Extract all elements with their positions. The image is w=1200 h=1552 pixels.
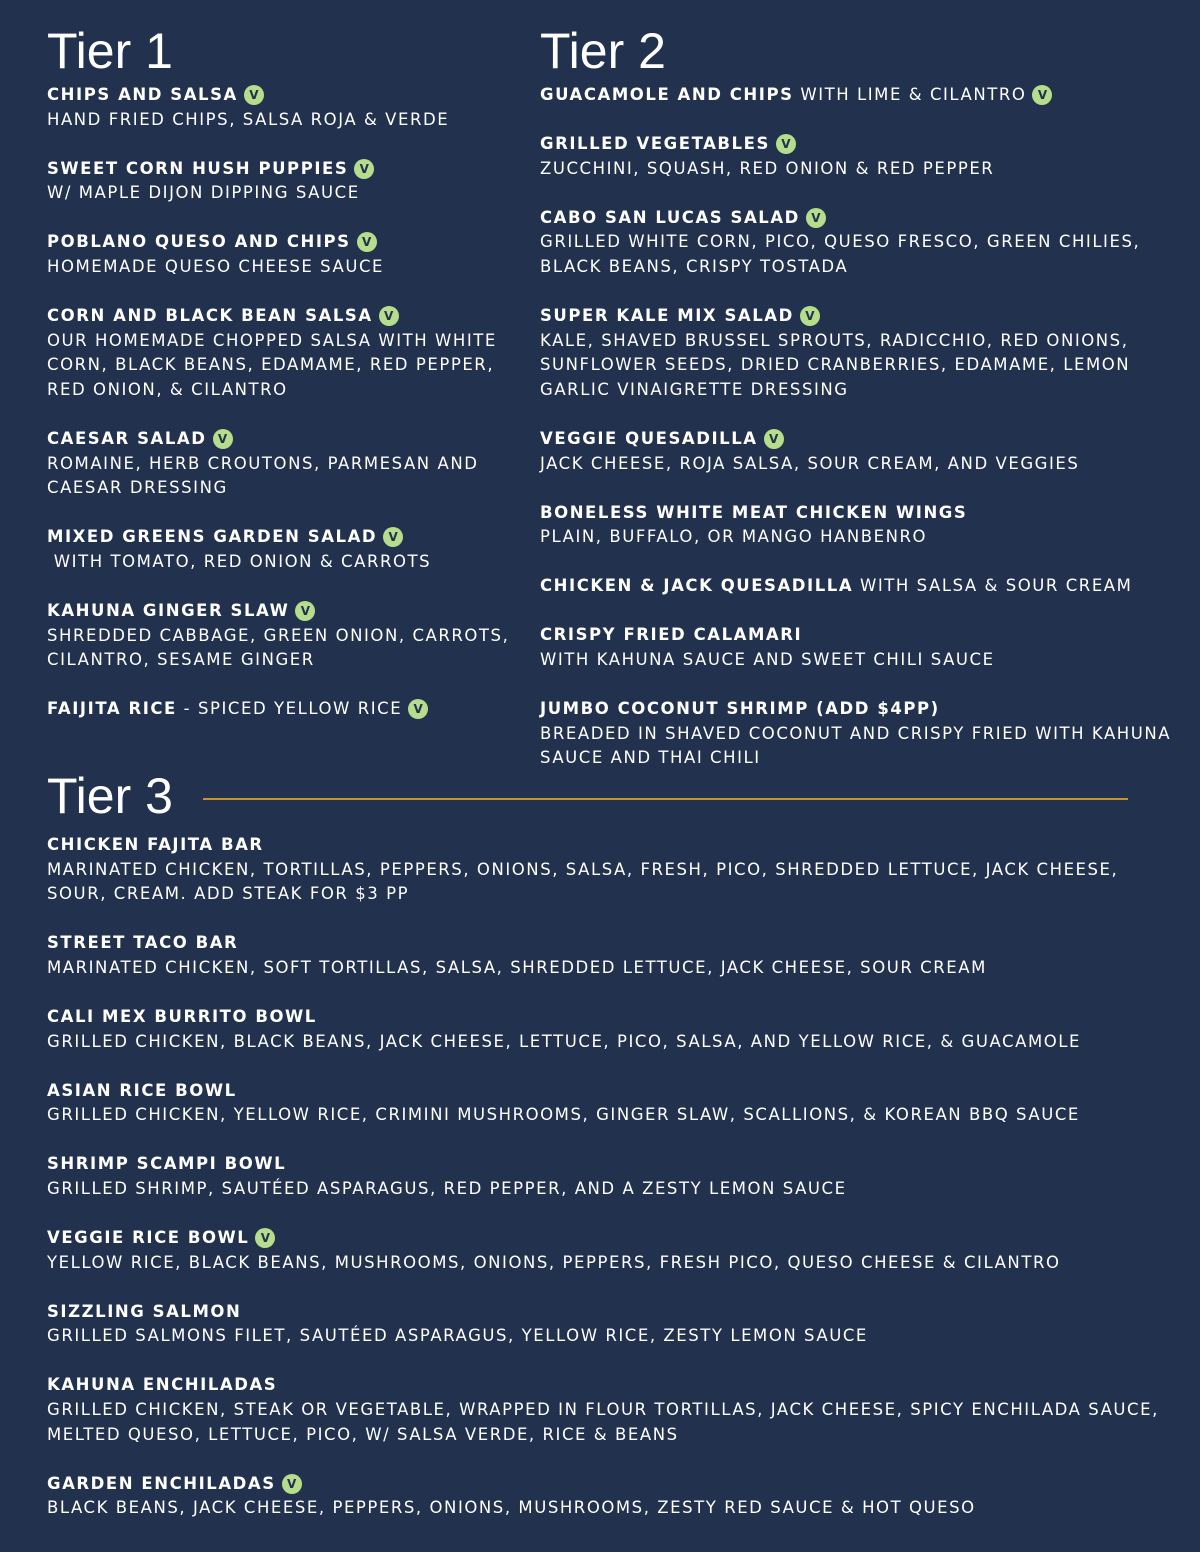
vegetarian-badge-icon: V [1032,85,1052,105]
menu-item [47,1226,1167,1275]
menu-item-description: ROMAINE, HERB CROUTONS, PARMESAN AND CAESAR DRESSING [47,453,486,498]
menu-item-inline-note: - SPICED YELLOW RICE [176,699,403,719]
menu-item-description: HAND FRIED CHIPS, SALSA ROJA & VERDE [47,109,450,129]
menu-item-name: CABO SAN LUCAS SALAD [540,207,800,227]
menu-item-name: CALI MEX BURRITO BOWL [47,1006,317,1026]
menu-item [540,132,1180,181]
menu-item-name: VEGGIE QUESADILLA [540,428,758,448]
menu-item-description: MARINATED CHICKEN, TORTILLAS, PEPPERS, ONIONS, SALSA, FRESH, PICO, SHREDDED LETTUCE, JACK CHEESE, SOUR, CREAM. ADD STEAK FOR $3 PP [47,859,1126,904]
menu-item-description: PLAIN, BUFFALO, OR MANGO HANBENRO [540,527,928,547]
menu-item-heading [47,833,1167,858]
menu-item [540,574,1180,599]
menu-item-name: GRILLED VEGETABLES [540,134,770,154]
menu-item-description: WITH TOMATO, RED ONION & CARROTS [47,551,432,571]
menu-item-heading [47,1005,1167,1030]
menu-item [540,623,1180,672]
menu-item-description: ZUCCHINI, SQUASH, RED ONION & RED PEPPER [540,158,995,178]
menu-item-heading [47,1226,1167,1251]
menu-item-heading [540,304,1180,329]
menu-item [540,304,1180,402]
vegetarian-badge-icon: V [354,159,374,179]
menu-item-name: POBLANO QUESO AND CHIPS [47,232,351,252]
menu-item-heading [47,1300,1167,1325]
menu-item-name: KAHUNA ENCHILADAS [47,1375,278,1395]
menu-item-name: FAIJITA RICE [47,699,177,719]
menu-item-description: OUR HOMEMADE CHOPPED SALSA WITH WHITE CORN, BLACK BEANS, EDAMAME, RED PEPPER, RED ONION, & CILANTRO [47,330,504,399]
tier-3-items [47,833,1167,1521]
menu-item [47,833,1167,907]
menu-item-heading [47,83,517,108]
menu-item-heading [540,697,1180,722]
menu-item-name: SIZZLING SALMON [47,1301,242,1321]
menu-item-heading [47,931,1167,956]
menu-item-description: BREADED IN SHAVED COCONUT AND CRISPY FRIED WITH KAHUNA SAUCE AND THAI CHILI [540,723,1178,768]
vegetarian-badge-icon: V [408,699,428,719]
menu-item-name: CHICKEN & JACK QUESADILLA [540,576,854,596]
menu-item-inline-note: WITH SALSA & SOUR CREAM [853,576,1133,596]
vegetarian-badge-icon: V [806,208,826,228]
tier-3-header [47,770,1167,822]
menu-item-description: YELLOW RICE, BLACK BEANS, MUSHROOMS, ONIONS, PEPPERS, FRESH PICO, QUESO CHEESE & CILANTRO [47,1252,1061,1272]
menu-item-heading [540,206,1180,231]
tier-1-title: Tier 1 [47,23,173,79]
vegetarian-badge-icon: V [244,85,264,105]
menu-item-heading [540,574,1180,599]
menu-item-description: BLACK BEANS, JACK CHEESE, PEPPERS, ONIONS, MUSHROOMS, ZESTY RED SAUCE & HOT QUESO [47,1498,976,1518]
menu-item [540,427,1180,476]
menu-item-heading [540,501,1180,526]
menu-item-description: GRILLED WHITE CORN, PICO, QUESO FRESCO, GREEN CHILIES, BLACK BEANS, CRISPY TOSTADA [540,232,1148,276]
menu-item-name: BONELESS WHITE MEAT CHICKEN WINGS [540,502,968,522]
vegetarian-badge-icon: V [357,232,377,252]
menu-item-description: GRILLED SALMONS FILET, SAUTÉED ASPARAGUS, YELLOW RICE, ZESTY LEMON SAUCE [47,1326,868,1346]
menu-item-description: GRILLED CHICKEN, STEAK OR VEGETABLE, WRAPPED IN FLOUR TORTILLAS, JACK CHEESE, SPICY ENCHILADA SAUCE, MELTED QUESO, LETTUCE, PICO, W/ SALSA VERDE, RICE & BEANS [47,1400,1166,1444]
menu-item-heading [540,83,1180,108]
menu-item [47,1079,1167,1128]
vegetarian-badge-icon: V [379,306,399,326]
menu-item-name: CRISPY FRIED CALAMARI [540,625,803,645]
tier-1-items [47,83,517,722]
menu-item-name: CAESAR SALAD [47,428,207,448]
menu-item [47,1373,1167,1447]
menu-item-name: SHRIMP SCAMPI BOWL [47,1154,287,1174]
menu-item-name: CORN AND BLACK BEAN SALSA [47,306,373,326]
menu-item-heading [47,304,517,329]
menu-item-inline-note: WITH LIME & CILANTRO [793,85,1027,104]
menu-item-heading [47,1152,1167,1177]
menu-item-description: MARINATED CHICKEN, SOFT TORTILLAS, SALSA, SHREDDED LETTUCE, JACK CHEESE, SOUR CREAM [47,957,987,977]
menu-item-name: GUACAMOLE AND CHIPS [540,85,794,104]
menu-item-heading [47,525,517,550]
menu-item [540,206,1180,280]
menu-item-heading [47,427,517,452]
menu-item-heading [47,230,517,255]
menu-item-name: STREET TACO BAR [47,933,239,953]
menu-item-heading [540,623,1180,648]
tier-2-section [540,22,1180,795]
tier-3-divider [203,798,1128,800]
menu-item [47,1300,1167,1349]
menu-item [47,1472,1167,1521]
tier-2-title: Tier 2 [540,23,666,79]
menu-item-heading [47,1373,1167,1398]
menu-item [540,501,1180,550]
menu-item-name: VEGGIE RICE BOWL [47,1228,250,1248]
vegetarian-badge-icon: V [383,527,403,547]
menu-item-name: GARDEN ENCHILADAS [47,1473,276,1493]
tier-1-section [47,22,517,746]
tier-3-section [47,770,1167,1545]
menu-item [47,931,1167,980]
menu-item-name: KAHUNA GINGER SLAW [47,600,290,620]
menu-item-name: JUMBO COCONUT SHRIMP (ADD $4PP) [540,699,940,719]
menu-item-heading [47,1472,1167,1497]
menu-item-description: GRILLED CHICKEN, BLACK BEANS, JACK CHEESE, LETTUCE, PICO, SALSA, AND YELLOW RICE, & GUACAMOLE [47,1031,1082,1051]
menu-item-description: HOMEMADE QUESO CHEESE SAUCE [47,256,385,276]
menu-item-description: SHREDDED CABBAGE, GREEN ONION, CARROTS, CILANTRO, SESAME GINGER [47,625,517,670]
menu-item-name: CHICKEN FAJITA BAR [47,835,264,854]
vegetarian-badge-icon: V [282,1474,302,1494]
menu-item-name: MIXED GREENS GARDEN SALAD [47,527,378,547]
menu-item [47,304,517,402]
menu-item [47,230,517,279]
menu-item-description: GRILLED CHICKEN, YELLOW RICE, CRIMINI MUSHROOMS, GINGER SLAW, SCALLIONS, & KOREAN BBQ SAUCE [47,1105,1080,1125]
menu-item [540,83,1180,108]
menu-item-description: KALE, SHAVED BRUSSEL SPROUTS, RADICCHIO, RED ONIONS, SUNFLOWER SEEDS, DRIED CRANBERRIES, EDAMAME, LEMON GARLIC VINAIGRETTE DRESSING [540,330,1137,399]
vegetarian-badge-icon: V [800,306,820,326]
tier-3-title: Tier 3 [47,768,173,824]
menu-item [47,157,517,206]
menu-item-name: ASIAN RICE BOWL [47,1080,237,1100]
vegetarian-badge-icon: V [764,429,784,449]
menu-item-heading [47,157,517,182]
menu-item [47,1005,1167,1054]
menu-item-name: CHIPS AND SALSA [47,85,238,104]
menu-item-heading [47,697,517,722]
menu-item [47,1152,1167,1201]
menu-item-heading [540,132,1180,157]
menu-item-description: WITH KAHUNA SAUCE AND SWEET CHILI SAUCE [540,650,995,669]
vegetarian-badge-icon: V [213,429,233,449]
menu-item-description: GRILLED SHRIMP, SAUTÉED ASPARAGUS, RED PEPPER, AND A ZESTY LEMON SAUCE [47,1178,847,1198]
menu-item-name: SWEET CORN HUSH PUPPIES [47,158,349,178]
menu-item [540,697,1180,771]
menu-item-description: JACK CHEESE, ROJA SALSA, SOUR CREAM, AND VEGGIES [540,453,1080,473]
tier-2-items [540,83,1180,771]
menu-item [47,599,517,673]
menu-item-name: SUPER KALE MIX SALAD [540,306,794,326]
menu-item [47,83,517,132]
vegetarian-badge-icon: V [255,1228,275,1248]
menu-item [47,427,517,501]
menu-item [47,697,517,722]
menu-item-heading [540,427,1180,452]
vegetarian-badge-icon: V [776,134,796,154]
menu-item-heading [47,599,517,624]
menu-item [47,525,517,574]
vegetarian-badge-icon: V [295,601,315,621]
menu-item-heading [47,1079,1167,1104]
menu-item-description: W/ MAPLE DIJON DIPPING SAUCE [47,183,360,203]
